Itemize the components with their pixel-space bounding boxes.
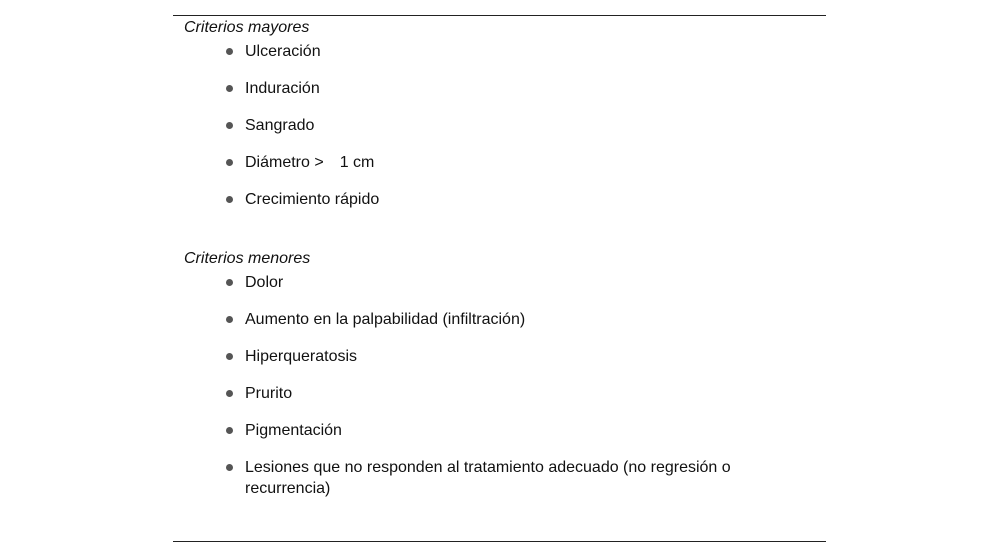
major-criteria-title: Criterios mayores (184, 19, 310, 36)
list-item-text: Pigmentación (245, 422, 342, 439)
list-item-text: Lesiones que no responden al tratamiento adecuado (no regresión o recurrencia) (245, 459, 731, 497)
list-item (245, 41, 745, 62)
bottom-rule (173, 541, 826, 542)
list-item-text: Prurito (245, 385, 293, 402)
list-item-text: Aumento en la palpabilidad (infiltración) (245, 311, 526, 328)
list-item-text: Sangrado (245, 117, 315, 134)
major-criteria-list (245, 41, 745, 226)
list-item-text: Ulceración (245, 43, 321, 60)
bullet-icon (226, 316, 233, 323)
list-item (245, 152, 745, 173)
bullet-icon (226, 427, 233, 434)
minor-criteria-title: Criterios menores (184, 250, 311, 267)
minor-criteria-list (245, 272, 745, 515)
bullet-icon (226, 390, 233, 397)
list-item-text: Crecimiento rápido (245, 191, 380, 208)
list-item (245, 189, 745, 210)
list-item (245, 420, 745, 441)
list-item (245, 272, 745, 293)
list-item (245, 78, 745, 99)
list-item-text: Induración (245, 80, 320, 97)
list-item (245, 346, 745, 367)
bullet-icon (226, 85, 233, 92)
list-item-text: Hiperqueratosis (245, 348, 358, 365)
list-item-value: 1 cm (339, 154, 375, 171)
list-item (245, 383, 745, 404)
bullet-icon (226, 159, 233, 166)
list-item-text: Dolor (245, 274, 284, 291)
list-item-text: Diámetro > (245, 154, 324, 171)
list-item (245, 457, 745, 499)
bullet-icon (226, 196, 233, 203)
bullet-icon (226, 464, 233, 471)
bullet-icon (226, 122, 233, 129)
bullet-icon (226, 48, 233, 55)
bullet-icon (226, 353, 233, 360)
bullet-icon (226, 279, 233, 286)
list-item (245, 309, 745, 330)
top-rule (173, 15, 826, 16)
list-item (245, 115, 745, 136)
